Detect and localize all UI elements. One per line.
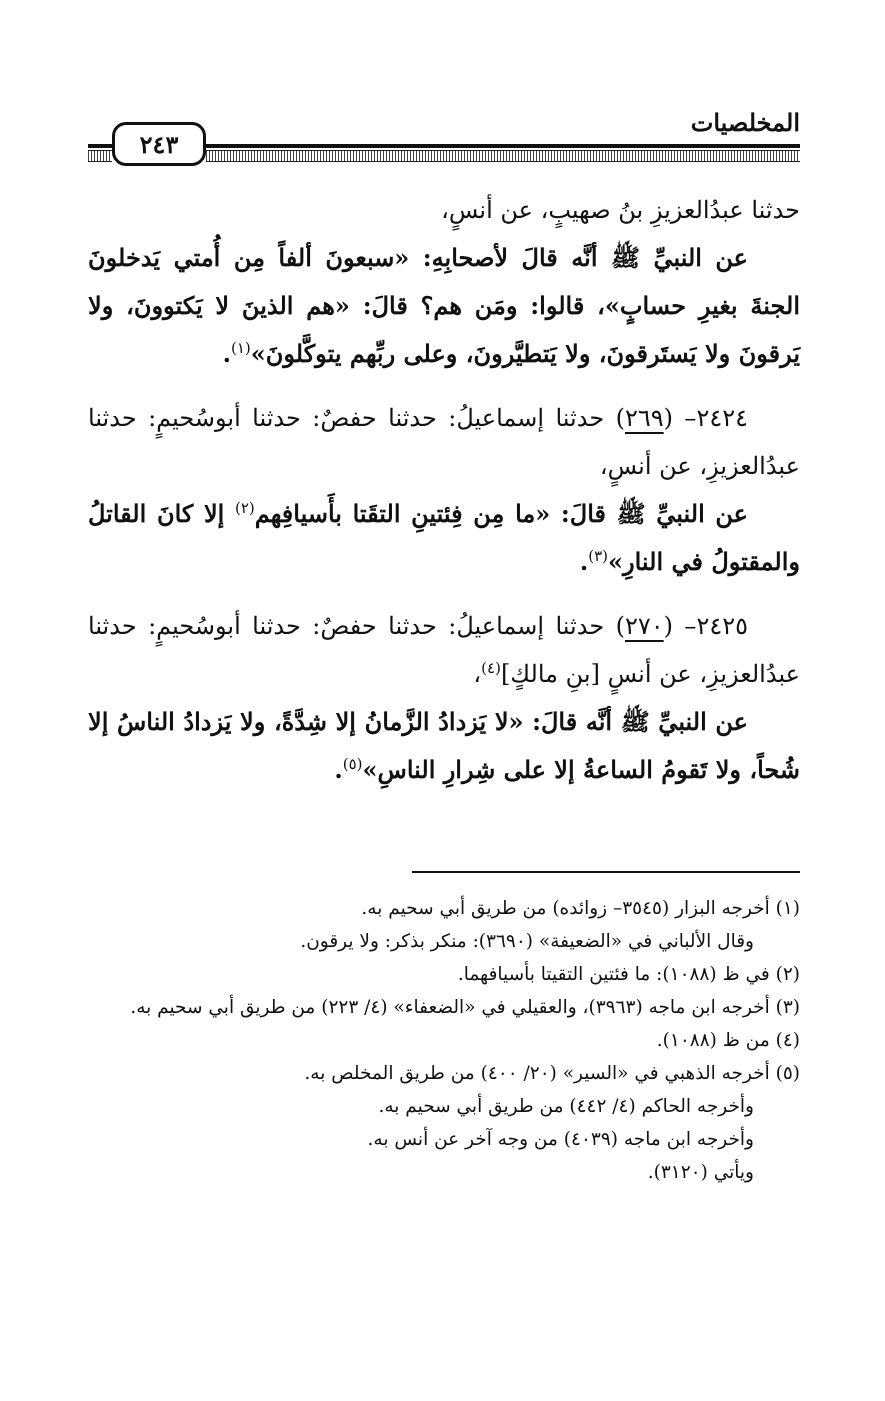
footnote-3: (٣) أخرجه ابن ماجه (٣٩٦٣)، والعقيلي في «الضعفاء» (٤/ ٢٢٣) من طريق أبي سحيم به.: [130, 997, 800, 1018]
footnote-5: (٥) أخرجه الذهبي في «السير» (٢٠/ ٤٠٠) من طريق المخلص به.: [304, 1063, 800, 1084]
hadith-text: عن النبيِّ ﷺ أنَّه قالَ لأصحابِهِ: «سبعونَ ألفاً مِن أُمتي يَدخلونَ الجنةَ بغيرِ حسابٍ»، قالوا: ومَن هم؟ قالَ: «هم الذينَ لا يَكتوونَ، ولا يَرقونَ ولا يَستَرقونَ، ولا يَتطيَّرونَ، وعلى ربِّهم يتوكَّلونَ»: [88, 243, 800, 368]
footnote-ref-2: (٢): [234, 499, 255, 517]
footnote-1-continued: وقال الألباني في «الضعيفة» (٣٦٩٠): منكر بذكر: ولا يرقون.: [300, 931, 754, 952]
hadith-text: إلا كانَ القاتلُ والمقتولُ في النارِ»: [88, 499, 800, 576]
paragraph-isnad-2425: ٢٤٢٥– (٢٧٠) حدثنا إسماعيلُ: حدثنا حفصٌ: حدثنا أبوسُحيمٍ: حدثنا عبدُالعزيزِ، عن أنسٍ [بنِ مالكٍ]$^{(٤)}$،: [88, 612, 800, 688]
running-title: المخلصيات: [690, 108, 800, 137]
footnote-ref-4: (٤): [481, 659, 501, 677]
hadith-text: عن النبيِّ ﷺ أنَّه قالَ: «لا يَزدادُ الزَّمانُ إلا شِدَّةً، ولا يَزدادُ الناسُ إلا شُحاً، ولا تَقومُ الساعةُ إلا على شِرارِ الناسِ»: [88, 707, 800, 784]
hadith-text: عن النبيِّ ﷺ قالَ: «ما مِن فِئتينِ التقَتا بأَسيافِهم: [254, 499, 748, 528]
footnote-5-continued: وأخرجه ابن ماجه (٤٠٣٩) من وجه آخر عن أنس به.: [367, 1129, 754, 1150]
paragraph-hadith-2425: عن النبيِّ ﷺ أنَّه قالَ: «لا يَزدادُ الزَّمانُ إلا شِدَّةً، ولا يَزدادُ الناسُ إلا شُحاً، ولا تَقومُ الساعةُ إلا على شِرارِ الناسِ»$^{(٥)}$.: [88, 707, 800, 784]
header-rule-left-hatched: [88, 150, 112, 162]
isnad-text: ) حدثنا إسماعيلُ: حدثنا حفصٌ: حدثنا أبوسُحيمٍ: حدثنا عبدُالعزيزِ، عن أنسٍ،: [88, 404, 800, 480]
paragraph-isnad-1: [88, 186, 800, 234]
main-text: [88, 186, 800, 810]
footnote-5-continued: وأخرجه الحاكم (٤/ ٤٤٢) من طريق أبي سحيم به.: [378, 1096, 754, 1117]
hadith-number: ٢٤٢٥– (: [663, 612, 748, 640]
footnote-ref-3: (٣): [588, 547, 609, 565]
footnote-2: (٢) في ظ (١٠٨٨): ما فئتين التقيتا بأسيافهما.: [457, 964, 800, 985]
cross-ref-number: ٢٧٠: [624, 612, 664, 640]
paragraph-hadith-2424: عن النبيِّ ﷺ قالَ: «ما مِن فِئتينِ التقَتا بأَسيافِهم$^{(٢)}$ إلا كانَ القاتلُ والمقتولُ في النارِ»$^{(٣)}$.: [88, 499, 800, 576]
footnote-ref-1: (١): [231, 339, 251, 357]
paragraph-isnad-2424: [88, 394, 800, 490]
hadith-number: ٢٤٢٤– (: [663, 404, 748, 432]
footnote-4: (٤) من ظ (١٠٨٨).: [656, 1030, 800, 1051]
page-number: ٢٤٣: [112, 122, 206, 166]
footnote-ref-5: (٥): [342, 755, 363, 773]
page-header: [88, 108, 800, 168]
cross-ref-number: ٢٦٩: [624, 404, 664, 432]
isnad-text: حدثنا عبدُالعزيزِ بنُ صهيبٍ، عن أنسٍ،: [441, 196, 800, 224]
footnote-1: (١) أخرجه البزار (٣٥٤٥– زوائده) من طريق أبي سحيم به.: [361, 898, 800, 919]
header-rule: [206, 144, 800, 148]
paragraph-hadith-2423: عن النبيِّ ﷺ أنَّه قالَ لأصحابِهِ: «سبعونَ ألفاً مِن أُمتي يَدخلونَ الجنةَ بغيرِ حسابٍ»، قالوا: ومَن هم؟ قالَ: «هم الذينَ لا يَكتوونَ، ولا يَرقونَ ولا يَستَرقونَ، ولا يَتطيَّرونَ، وعلى ربِّهم يتوكَّلونَ»$^{(١)}$.: [88, 243, 800, 368]
isnad-text: ) حدثنا إسماعيلُ: حدثنا حفصٌ: حدثنا أبوسُحيمٍ: حدثنا عبدُالعزيزِ، عن أنسٍ [بنِ مالكٍ]: [88, 612, 800, 688]
footnote-separator: [412, 871, 800, 873]
header-rule-hatched: [206, 150, 800, 162]
footnotes: [88, 892, 800, 1189]
header-rule-left: [88, 144, 112, 148]
footnote-5-continued: ويأتي (٣١٢٠).: [647, 1162, 754, 1183]
